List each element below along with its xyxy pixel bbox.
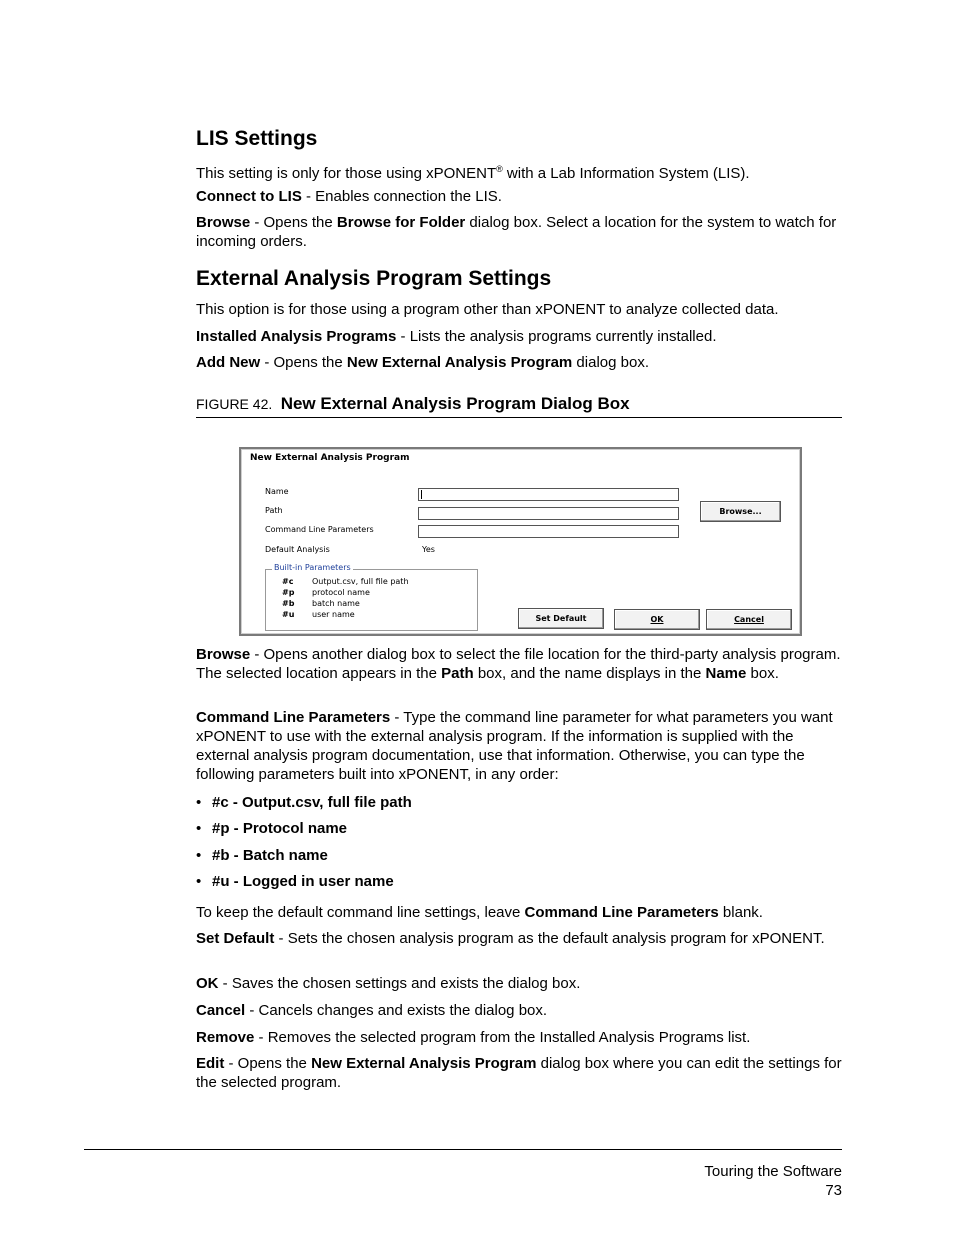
param-row: #c Output.csv, full file path	[282, 577, 409, 586]
param-row: #b batch name	[282, 599, 360, 608]
figure-title: New External Analysis Program Dialog Box	[280, 394, 630, 413]
browse-desc: Browse - Opens another dialog box to select the file location for the third-party analysis program. The selected location appears in the Path box, and the name displays in the Name box.	[196, 646, 841, 682]
bullet-item: • #u - Logged in user name	[196, 873, 394, 890]
lis-intro: This setting is only for those using xPONENT® with a Lab Information System (LIS).	[196, 164, 750, 182]
bullet-item: • #p - Protocol name	[196, 820, 348, 837]
keep-default-desc: To keep the default command line settings, leave Command Line Parameters blank.	[196, 904, 763, 921]
lis-heading: LIS Settings	[196, 127, 318, 150]
cmd-params-desc: Command Line Parameters - Type the command line parameter for what parameters you want xPONENT to use with the external analysis program. If the information is supplied with the external analysis program documentation, use that information. Otherwise, you can type the following parameters built into xPONENT, in any order:	[196, 709, 833, 783]
external-heading: External Analysis Program Settings	[196, 267, 552, 290]
installed-programs-desc: Installed Analysis Programs - Lists the analysis programs currently installed.	[196, 328, 717, 345]
edit-desc: Edit - Opens the New External Analysis Program dialog box where you can edit the settings for the selected program.	[196, 1055, 842, 1091]
footer-section: Touring the Software	[704, 1163, 842, 1180]
cmd-params-label: Command Line Parameters	[265, 525, 374, 534]
page-number: 73	[825, 1182, 842, 1199]
param-row: #u user name	[282, 610, 355, 619]
group-title: Built-in Parameters	[274, 563, 351, 572]
footer-rule	[84, 1149, 842, 1150]
bullet-item: • #c - Output.csv, full file path	[196, 794, 412, 811]
ok-desc: OK - Saves the chosen settings and exists the dialog box.	[196, 975, 581, 992]
text-caret	[421, 490, 422, 499]
cancel-button[interactable]: Cancel	[706, 609, 792, 630]
dialog-title: New External Analysis Program	[250, 453, 410, 463]
set-default-button[interactable]: Set Default	[518, 608, 604, 629]
default-analysis-label: Default Analysis	[265, 545, 330, 554]
built-in-parameters-group	[265, 563, 478, 631]
figure-caption	[196, 394, 630, 414]
external-intro: This option is for those using a program other than xPONENT to analyze collected data.	[196, 301, 779, 318]
remove-desc: Remove - Removes the selected program from the Installed Analysis Programs list.	[196, 1029, 751, 1046]
new-external-analysis-program-dialog	[239, 447, 802, 636]
name-input[interactable]	[418, 488, 679, 501]
path-input[interactable]	[418, 507, 679, 520]
add-new-desc: Add New - Opens the New External Analysis Program dialog box.	[196, 354, 649, 371]
browse-button[interactable]: Browse...	[700, 501, 781, 522]
lis-browse-desc: Browse - Opens the Browse for Folder dialog box. Select a location for the system to watch for incoming orders.	[196, 214, 837, 250]
figure-label: FIGURE 42.	[196, 396, 273, 412]
connect-to-lis-desc: Connect to LIS - Enables connection the LIS.	[196, 188, 502, 205]
bullet-item: • #b - Batch name	[196, 847, 328, 864]
ok-button[interactable]: OK	[614, 609, 700, 630]
cmd-params-input[interactable]	[418, 525, 679, 538]
path-label: Path	[265, 506, 283, 515]
param-row: #p protocol name	[282, 588, 370, 597]
set-default-desc: Set Default - Sets the chosen analysis program as the default analysis program for xPONENT.	[196, 930, 825, 947]
default-analysis-value: Yes	[422, 545, 435, 554]
figure-rule	[196, 417, 842, 418]
cancel-desc: Cancel - Cancels changes and exists the dialog box.	[196, 1002, 548, 1019]
name-label: Name	[265, 487, 289, 496]
